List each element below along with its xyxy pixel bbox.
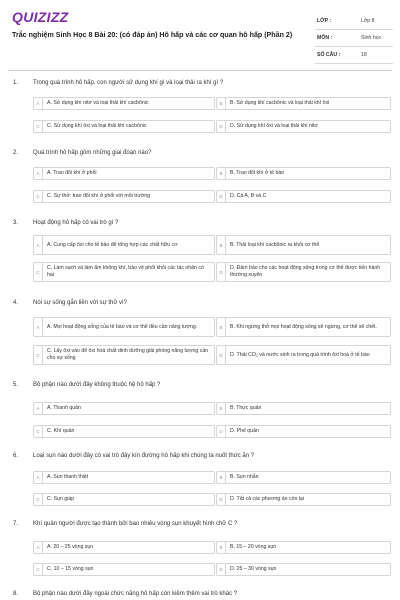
option-letter: D xyxy=(217,426,226,437)
info-label: MÔN : xyxy=(317,35,333,41)
option-letter: C xyxy=(34,564,43,575)
option-c[interactable] xyxy=(33,493,215,506)
question-number: 7. xyxy=(13,521,19,527)
option-text: D. Cả A, B và C xyxy=(230,193,267,200)
question-text: Khí quản người được tạo thành bởi bao nhiêu vòng sụn khuyết hình chữ C ? xyxy=(33,521,238,527)
info-label: LỚP : xyxy=(317,18,332,24)
option-a[interactable] xyxy=(33,97,215,110)
option-letter: A xyxy=(34,542,43,553)
question-text: Quá trình hô hấp gồm những giai đoạn nào? xyxy=(33,150,152,156)
option-a[interactable] xyxy=(33,402,215,415)
option-text: C. Lấy ôxi vào để ôxi hoá chất dinh dưỡng giải phóng năng lượng cần cho sự sống xyxy=(47,348,209,361)
question-number: 4. xyxy=(13,300,19,306)
question-text: Trong quá trình hô hấp, con người sử dụng khí gì và loại thải ra khí gì ? xyxy=(33,80,224,86)
option-d[interactable] xyxy=(216,262,391,282)
option-text: C. Sử dụng khí ôxi và loại thải khí cacbônic xyxy=(47,123,147,130)
option-b[interactable] xyxy=(216,541,391,554)
option-letter: A xyxy=(34,236,43,254)
info-label: SỐ CÂU : xyxy=(317,52,341,58)
option-text: B. Khi ngừng thở mọi hoạt động sống sẽ ngừng, cơ thể sẽ chết. xyxy=(230,323,377,330)
option-text: B. 15 – 20 vòng sụn xyxy=(230,544,277,551)
option-letter: B xyxy=(217,236,226,254)
question-number: 3. xyxy=(13,220,19,226)
option-letter: C xyxy=(34,121,43,132)
question-text: Hoạt động hô hấp có vai trò gì ? xyxy=(33,220,119,226)
option-text: D. Tất cả các phương án còn lại xyxy=(230,496,304,503)
option-letter: A xyxy=(34,472,43,483)
option-b[interactable] xyxy=(216,402,391,415)
info-value: 18 xyxy=(361,52,367,58)
question-number: 5. xyxy=(13,382,19,388)
option-text: D. Thải CO₂ và nước sinh ra trong quá trình ôxi hoá ở tế bào xyxy=(230,351,370,358)
option-a[interactable] xyxy=(33,317,215,337)
option-text: C. Sự thở: trao đổi khí ở phổi với môi trường xyxy=(47,193,151,200)
option-d[interactable] xyxy=(216,345,391,365)
option-letter: C xyxy=(34,346,43,364)
option-letter: D xyxy=(217,263,226,281)
option-text: B. Thực quản xyxy=(230,405,262,412)
option-c[interactable] xyxy=(33,345,215,365)
info-row-class xyxy=(315,13,393,30)
option-text: B. Sử dụng khí cacbônic và loại thải khí ôxi xyxy=(230,100,330,107)
option-text: C. 10 – 15 vòng sụn xyxy=(47,566,94,573)
option-letter: B xyxy=(217,318,226,336)
option-d[interactable] xyxy=(216,563,391,576)
option-c[interactable] xyxy=(33,425,215,438)
option-text: D. Sử dụng khí ôxi và loại thải khí nitơ xyxy=(230,123,318,130)
option-c[interactable] xyxy=(33,262,215,282)
option-letter: D xyxy=(217,191,226,202)
option-letter: C xyxy=(34,191,43,202)
option-text: A. 20 – 25 vòng sụn xyxy=(47,544,94,551)
option-c[interactable] xyxy=(33,190,215,203)
option-letter: B xyxy=(217,472,226,483)
option-text: C. Làm sạch và làm ẩm không khí, bảo vệ phổi khỏi các tác nhân có hại xyxy=(47,265,204,278)
option-a[interactable] xyxy=(33,541,215,554)
option-a[interactable] xyxy=(33,471,215,484)
header-divider xyxy=(8,70,392,71)
question-number: 2. xyxy=(13,150,19,156)
option-d[interactable] xyxy=(216,493,391,506)
option-letter: D xyxy=(217,346,226,364)
info-row-subject xyxy=(315,30,393,47)
option-b[interactable] xyxy=(216,167,391,180)
option-letter: A xyxy=(34,168,43,179)
option-c[interactable] xyxy=(33,563,215,576)
option-letter: B xyxy=(217,403,226,414)
option-d[interactable] xyxy=(216,120,391,133)
option-letter: D xyxy=(217,494,226,505)
option-d[interactable] xyxy=(216,425,391,438)
info-row-count xyxy=(315,47,393,64)
option-letter: C xyxy=(34,263,43,281)
option-letter: B xyxy=(217,98,226,109)
option-b[interactable] xyxy=(216,235,391,255)
option-letter: D xyxy=(217,121,226,132)
option-letter: A xyxy=(34,318,43,336)
option-text: D. 25 – 30 vòng sụn xyxy=(230,566,277,573)
question-text: Nói sự sống gắn liền với sự thở vì? xyxy=(33,300,127,306)
question-text: Bộ phận nào dưới đây ngoài chức năng hô hấp còn kiêm thêm vai trò khác ? xyxy=(33,591,238,597)
option-text: A. Cung cấp ôxi cho tế bào để tổng hợp các chất hữu cơ xyxy=(47,241,178,248)
info-value: Sinh học xyxy=(361,35,382,41)
option-b[interactable] xyxy=(216,317,391,337)
option-text: A. Thanh quản xyxy=(47,405,81,412)
option-text: A. Mọi hoạt động sống của tế bào và cơ thể đều cần năng lượng. xyxy=(47,323,198,330)
worksheet-title: Trắc nghiệm Sinh Học 8 Bài 20: (có đáp án) Hô hấp và các cơ quan hô hấp (Phần 2) xyxy=(12,31,293,39)
option-text: B. Thải loại khí cacbônic ra khỏi cơ thể xyxy=(230,241,320,248)
info-value: Lớp 8 xyxy=(361,18,375,24)
option-letter: C xyxy=(34,494,43,505)
option-text: A. Trao đổi khí ở phổi xyxy=(47,170,97,177)
option-letter: C xyxy=(34,426,43,437)
option-text: A. Sử dụng khí nitơ và loại thải khí cacbônic xyxy=(47,100,149,107)
quizizz-logo[interactable]: QUIZIZZ xyxy=(12,9,69,25)
option-text: D. Phế quản xyxy=(230,428,259,435)
option-a[interactable] xyxy=(33,167,215,180)
option-text: B. Trao đổi khí ở tế bào xyxy=(230,170,285,177)
option-letter: D xyxy=(217,564,226,575)
option-letter: B xyxy=(217,168,226,179)
option-text: C. Sụn giáp xyxy=(47,496,75,503)
worksheet-header xyxy=(0,0,400,72)
option-text: A. Sụn thanh thiệt xyxy=(47,474,89,481)
question-number: 8. xyxy=(13,591,19,597)
question-number: 1. xyxy=(13,80,19,86)
option-letter: A xyxy=(34,98,43,109)
option-letter: B xyxy=(217,542,226,553)
question-text: Bộ phận nào dưới đây không thuộc hệ hô hấp ? xyxy=(33,382,161,388)
option-d[interactable] xyxy=(216,190,391,203)
option-text: D. Đảm bảo cho các hoạt động sống trong cơ thể được tiến hành thường xuyên xyxy=(230,265,381,278)
option-letter: A xyxy=(34,403,43,414)
question-number: 6. xyxy=(13,453,19,459)
info-box xyxy=(315,13,393,64)
option-text: C. Khí quản xyxy=(47,428,75,435)
question-text: Loại sụn nào dưới đây có vai trò đậy kín đường hô hấp khi chúng ta nuốt thức ăn ? xyxy=(33,453,255,459)
option-b[interactable] xyxy=(216,97,391,110)
option-b[interactable] xyxy=(216,471,391,484)
option-text: B. Sụn nhẫn xyxy=(230,474,259,481)
option-c[interactable] xyxy=(33,120,215,133)
option-a[interactable] xyxy=(33,235,215,255)
